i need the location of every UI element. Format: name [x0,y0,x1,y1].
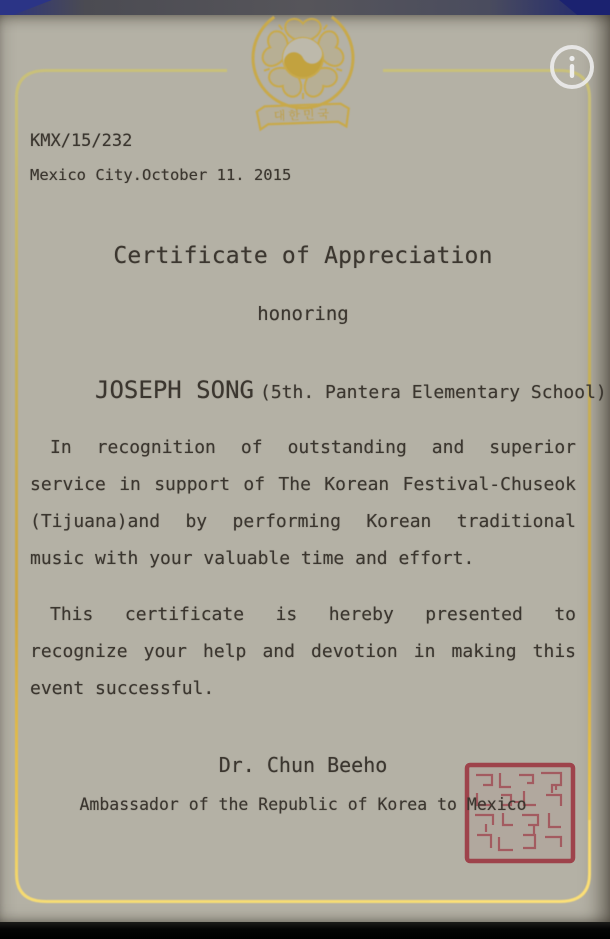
korea-national-emblem-icon [243,15,363,139]
reference-number: KMX/15/232 [30,131,133,151]
emblem-banner-text: 대한민국 [273,106,333,124]
honoree-name: JOSEPH SONG [95,376,254,404]
honoring-label: honoring [257,303,349,325]
signer-title: Ambassador of the Republic of Korea to Mexico [79,795,527,814]
certificate-title: Certificate of Appreciation [113,243,493,269]
signer-name: Dr. Chun Beeho [218,753,388,777]
body-paragraph-2: This certificate is hereby presented to recognize your help and devotion in making this event successful. [30,604,576,699]
photo-background-bottom [0,922,610,939]
dateline: Mexico City.October 11. 2015 [30,166,292,184]
photo-background-top [0,0,610,16]
info-button[interactable] [548,43,596,91]
honoree-affiliation: (5th. Pantera Elementary School) [259,382,607,403]
certificate-paper [0,15,610,922]
info-icon [548,43,596,91]
emblem-banner [257,103,350,129]
body-paragraph-1: In recognition of outstanding and superior service in support of The Korean Festival-Chuseok (Tijuana)and by performing Korean traditional music with your valuable time and effort. [30,437,576,569]
honoree-line [30,355,607,425]
